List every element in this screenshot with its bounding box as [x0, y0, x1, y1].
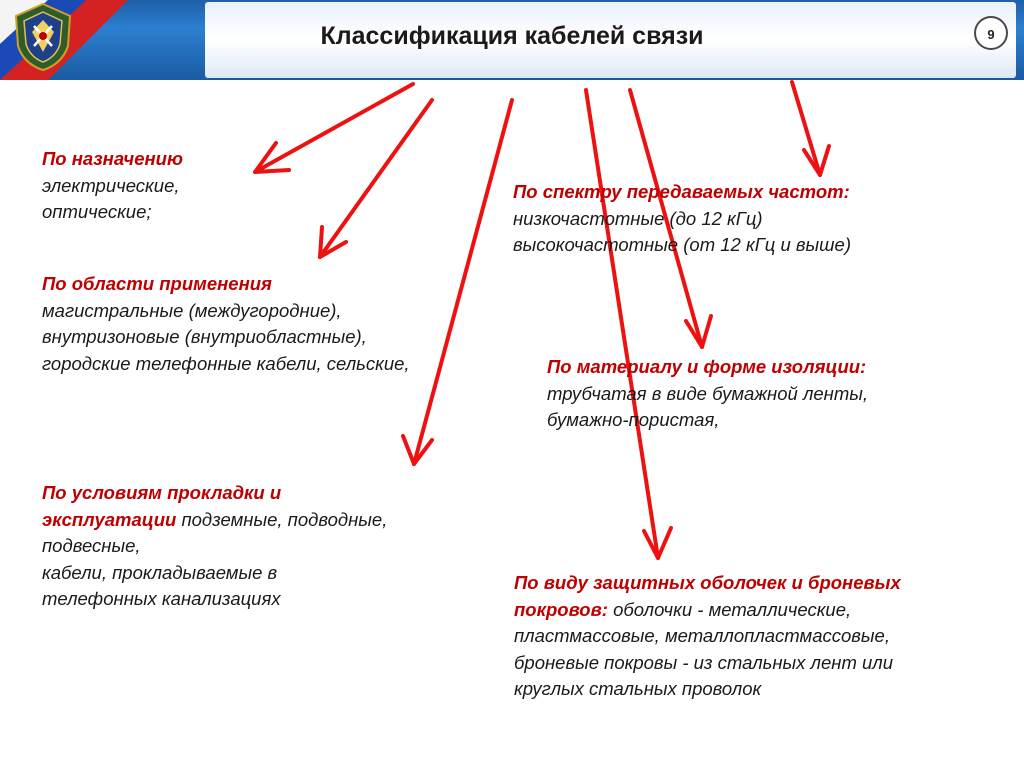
- sheath-heading: По виду защитных оболочек и броневых: [514, 572, 901, 593]
- application-heading: По области применения: [42, 273, 272, 294]
- application-line: внутризоновые (внутриобластные),: [42, 326, 367, 347]
- arrow-to-application: [320, 100, 432, 257]
- laying-heading-cont: эксплуатации: [42, 508, 177, 530]
- block-spectrum: [513, 179, 851, 259]
- insulation-line: трубчатая в виде бумажной ленты,: [547, 382, 869, 404]
- purpose-line: электрические,: [42, 174, 180, 196]
- laying-line: подвесные,: [42, 535, 141, 556]
- insulation-heading: По материалу и форме изоляции:: [547, 356, 867, 377]
- sheath-line-rest: оболочки - металлические,: [607, 598, 852, 620]
- laying-line: кабели, прокладываемые в: [42, 561, 278, 583]
- sheath-line-mixed: [514, 597, 901, 624]
- arrow-to-laying: [403, 100, 512, 464]
- application-line: городские телефонные кабели, сельские,: [42, 352, 410, 374]
- sheath-heading-cont: покровов:: [514, 598, 608, 620]
- laying-line-rest: подземные, подводные,: [176, 508, 388, 530]
- laying-line: телефонных канализациях: [42, 588, 281, 609]
- spectrum-heading: По спектру передаваемых частот:: [513, 181, 850, 202]
- block-application: [42, 271, 410, 377]
- purpose-heading: По назначению: [42, 148, 183, 169]
- insulation-line: бумажно-пористая,: [547, 409, 720, 430]
- laying-line-mixed: [42, 507, 387, 534]
- purpose-line: оптические;: [42, 201, 152, 222]
- page-title: Классификация кабелей связи: [320, 22, 704, 50]
- spectrum-line: низкочастотные (до 12 кГц): [513, 207, 763, 229]
- block-purpose: [42, 146, 183, 226]
- sheath-line: броневые покровы - из стальных лент или: [514, 651, 894, 673]
- sheath-line: пластмассовые, металлопластмассовые,: [514, 625, 890, 646]
- page-number-badge: 9: [974, 16, 1008, 50]
- block-laying: [42, 480, 387, 613]
- block-sheath: [514, 570, 901, 703]
- application-line: магистральные (междугородние),: [42, 299, 342, 321]
- arrow-to-spectrum: [792, 82, 829, 175]
- arrow-to-sheath: [586, 90, 671, 558]
- spectrum-line: высокочастотные (от 12 кГц и выше): [513, 234, 851, 255]
- block-insulation: [547, 354, 868, 434]
- laying-heading: По условиям прокладки и: [42, 482, 282, 503]
- sheath-line: круглых стальных проволок: [514, 678, 762, 699]
